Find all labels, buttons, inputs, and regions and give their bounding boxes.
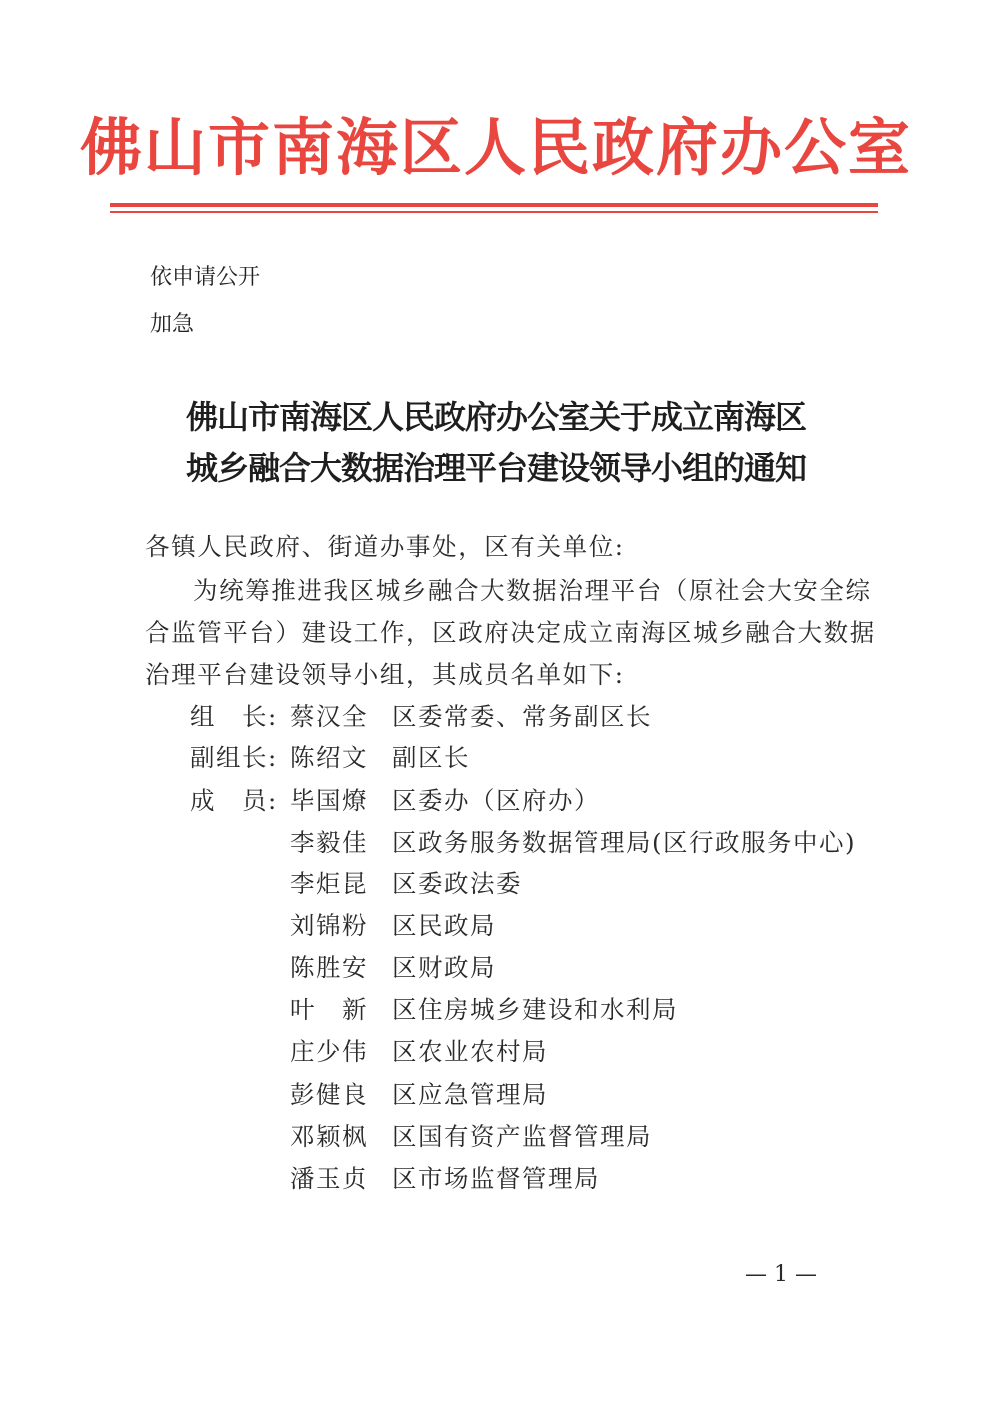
member-department: 区农业农村局: [392, 1037, 548, 1066]
member-name: 李炬昆: [290, 869, 368, 898]
member-department: 区国有资产监督管理局: [392, 1122, 652, 1151]
body-line: 为统筹推进我区城乡融合大数据治理平台（原社会大安全综: [193, 576, 872, 605]
member-department: 区应急管理局: [392, 1080, 548, 1109]
member-name: 叶 新: [290, 995, 368, 1024]
member-role: 副组长:: [190, 743, 278, 772]
body-line: 合监管平台）建设工作，区政府决定成立南海区城乡融合大数据: [145, 618, 876, 647]
member-name: 刘锦粉: [290, 911, 368, 940]
member-department: 区政务服务数据管理局(区行政服务中心): [392, 828, 857, 857]
member-name: 邓颖枫: [290, 1122, 368, 1151]
member-name: 彭健良: [290, 1080, 368, 1109]
member-name: 毕国燎: [290, 786, 368, 815]
masthead-title: 佛山市南海区人民政府办公室: [79, 111, 912, 184]
member-department: 区民政局: [392, 911, 496, 940]
member-department: 区委办（区府办）: [392, 786, 600, 815]
member-role: 成 员:: [190, 786, 278, 815]
member-name: 蔡汉全: [290, 702, 368, 731]
member-department: 副区长: [392, 743, 470, 772]
member-name: 潘玉贞: [290, 1164, 368, 1193]
member-department: 区委常委、常务副区长: [392, 702, 652, 731]
member-name: 陈胜安: [290, 953, 368, 982]
member-department: 区财政局: [392, 953, 496, 982]
member-name: 李毅佳: [290, 828, 368, 857]
addressee: 各镇人民政府、街道办事处，区有关单位:: [145, 532, 625, 561]
disclosure-label: 依申请公开: [150, 265, 261, 290]
document-title-line-1: 佛山市南海区人民政府办公室关于成立南海区: [185, 398, 806, 436]
document-title-line-2: 城乡融合大数据治理平台建设领导小组的通知: [185, 449, 806, 487]
urgency-label: 加急: [150, 312, 195, 337]
masthead-rule-thick: [110, 203, 878, 207]
body-line: 治理平台建设领导小组，其成员名单如下:: [145, 660, 625, 689]
page-number: — 1 —: [745, 1262, 817, 1287]
member-department: 区委政法委: [392, 869, 522, 898]
member-department: 区市场监督管理局: [392, 1164, 600, 1193]
member-role: 组 长:: [190, 702, 278, 731]
member-name: 陈绍文: [290, 743, 368, 772]
member-department: 区住房城乡建设和水利局: [392, 995, 678, 1024]
masthead-rule-thin: [110, 211, 878, 213]
member-name: 庄少伟: [290, 1037, 368, 1066]
